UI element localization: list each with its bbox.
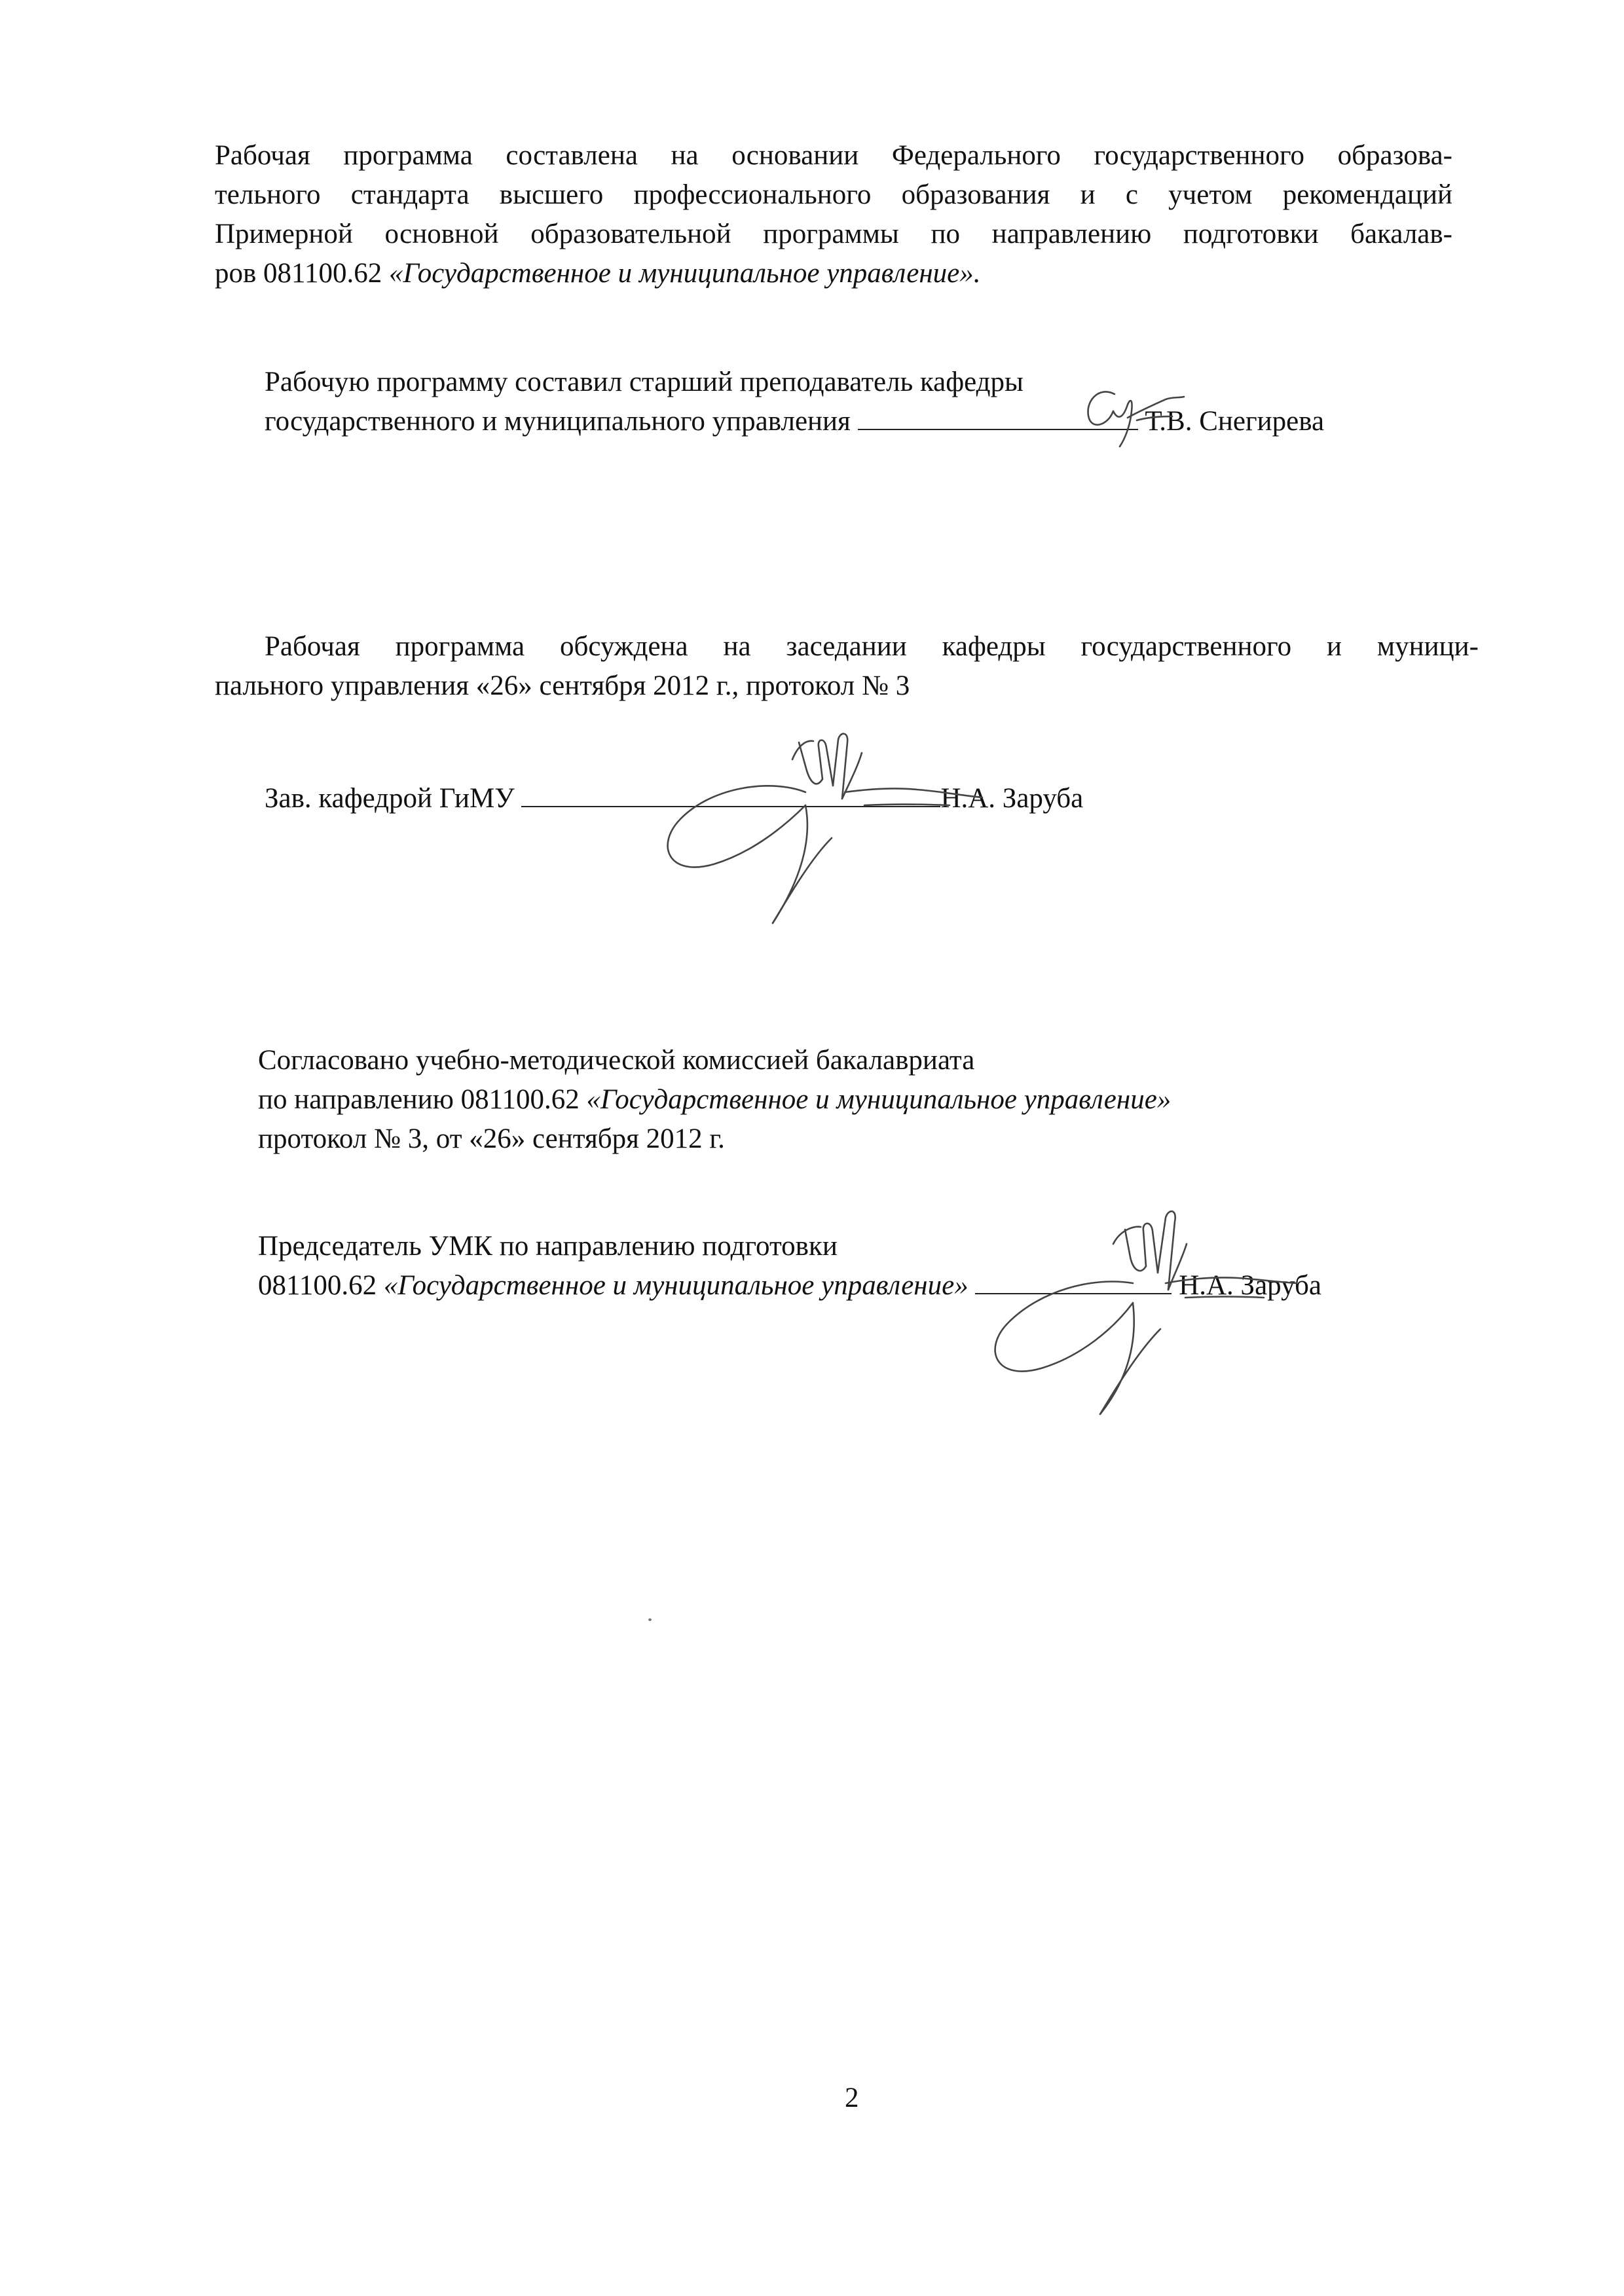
intro-line-2: тельного стандарта высшего профессионального образования и с учетом рекомендаций (215, 179, 1452, 210)
approval-line-2-text: по направлению 081100.62 (258, 1084, 587, 1115)
discussion-line-1-text: Рабочая программа обсуждена на заседании кафедры государственного и муници- (265, 631, 1479, 662)
head-of-dept-signature-line (521, 781, 940, 807)
approval-program-title: «Государственное и муниципальное управление» (586, 1084, 1172, 1115)
head-of-dept-line (265, 779, 1247, 818)
discussion-line-2: пального управления «26» сентября 2012 г., протокол № 3 (215, 670, 910, 701)
program-title: «Государственное и муниципальное управление». (388, 258, 981, 289)
approval-line-3: протокол № 3, от «26» сентября 2012 г. (258, 1123, 725, 1154)
chairman-name: Н.А. Заруба (1179, 1270, 1322, 1301)
author-signature-line (858, 404, 1138, 430)
head-of-dept-block (265, 779, 1247, 818)
intro-paragraph (215, 136, 1452, 293)
head-of-dept-signature (642, 727, 1008, 936)
approval-block (258, 1041, 1502, 1159)
chairman-line-2 (258, 1266, 1502, 1305)
intro-line-4-text: ров 081100.62 (215, 258, 389, 289)
author-department: государственного и муниципального управления (265, 406, 851, 437)
intro-line-3: Примерной основной образовательной программы по направлению подготовки бакалав- (215, 219, 1452, 249)
intro-line-1: Рабочая программа составлена на основании Федерального государственного образова- (215, 140, 1452, 171)
approval-line-2 (258, 1080, 1502, 1120)
author-block (265, 363, 1476, 441)
author-name: Т.В. Снегирева (1145, 406, 1325, 437)
chairman-block (258, 1227, 1502, 1305)
author-line-2 (265, 402, 1476, 441)
head-of-dept-label: Зав. кафедрой ГиМУ (265, 783, 515, 814)
author-line-1: Рабочую программу составил старший преподаватель кафедры (265, 367, 1024, 397)
scan-speck (648, 1618, 652, 1621)
chairman-program-title: «Государственное и муниципальное управление» (383, 1270, 969, 1301)
chairman-line-1: Председатель УМК по направлению подготовки (258, 1231, 838, 1262)
discussion-line-1 (215, 627, 1479, 666)
discussion-block (215, 627, 1479, 706)
page-number: 2 (845, 2083, 859, 2113)
chairman-line-2-text: 081100.62 (258, 1270, 384, 1301)
chairman-signature-line (975, 1268, 1172, 1294)
intro-line-4 (215, 254, 1452, 293)
head-of-dept-name: Н.А. Заруба (940, 783, 1084, 814)
approval-line-1: Согласовано учебно-методической комиссией бакалавриата (258, 1045, 975, 1076)
